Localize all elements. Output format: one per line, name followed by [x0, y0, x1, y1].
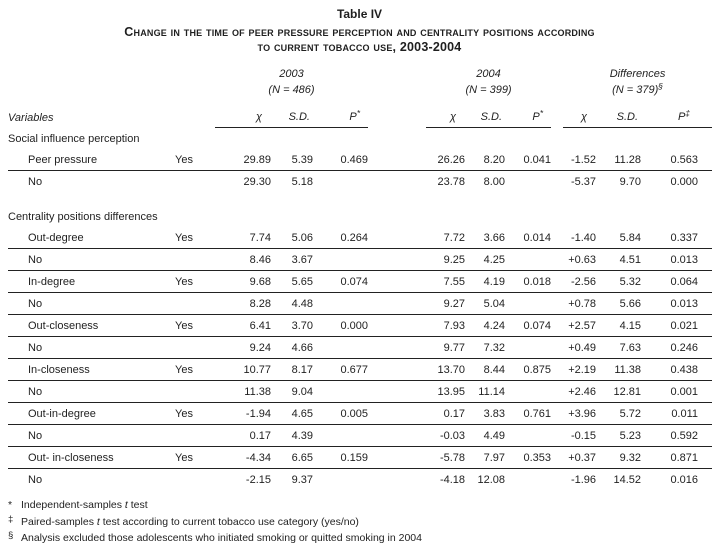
value-cell: 0.761 [505, 403, 551, 425]
value-cell: 8.46 [215, 249, 271, 271]
value-cell: -1.52 [563, 149, 596, 171]
value-cell: 5.72 [596, 403, 641, 425]
value-cell: 4.24 [465, 315, 505, 337]
table-caption-line1: Change in the time of peer pressure perception and centrality positions according [124, 25, 595, 39]
value-cell [505, 293, 551, 315]
value-cell: 3.83 [465, 403, 505, 425]
value-cell: -0.15 [563, 425, 596, 447]
gap-cell [368, 249, 426, 271]
value-cell: 11.38 [215, 381, 271, 403]
pad-cell [698, 425, 712, 447]
value-cell: 10.77 [215, 359, 271, 381]
value-cell: 0.005 [313, 403, 368, 425]
footnote-line [8, 513, 719, 530]
table-row [8, 249, 712, 271]
table-row [8, 171, 712, 193]
value-cell: 29.30 [243, 175, 271, 188]
value-cell: 26.26 [426, 149, 465, 171]
value-cell: 0.064 [641, 271, 698, 293]
gap-cell [551, 227, 563, 249]
sd-header-differences: S.D. [596, 97, 641, 128]
value-cell: 4.66 [271, 337, 313, 359]
gap-cell [368, 271, 426, 293]
footnote-text: Paired-samples [21, 515, 97, 528]
value-cell: -5.37 [570, 175, 597, 188]
group-2003-label: 2003 [279, 68, 304, 80]
value-cell: 0.337 [641, 227, 698, 249]
sd-header-2004: S.D. [465, 97, 505, 128]
tobacco-use-cell: Yes [173, 315, 215, 337]
pad-cell [698, 97, 712, 128]
variables-header: Variables [8, 111, 54, 124]
value-cell [505, 425, 551, 447]
gap-cell [368, 425, 426, 447]
p-header-2003 [313, 97, 368, 128]
value-cell: +3.96 [563, 403, 596, 425]
value-cell: 5.06 [271, 227, 313, 249]
empty-cell [8, 66, 215, 82]
tobacco-use-cell [173, 293, 215, 315]
pad-cell [698, 315, 712, 337]
pad-cell [698, 171, 712, 193]
value-cell: 9.37 [291, 473, 313, 486]
footnote-text: Analysis excluded those adolescents who initiated smoking or quitted smoking in 2004 [21, 532, 422, 544]
pad-cell [698, 381, 712, 403]
value-cell: 8.28 [215, 293, 271, 315]
value-cell: 5.84 [596, 227, 641, 249]
footnote-symbol-glyph: § [8, 530, 14, 541]
value-cell: 14.52 [613, 473, 642, 486]
value-cell: -1.94 [215, 403, 271, 425]
value-cell: 12.81 [596, 381, 641, 403]
tobacco-use-cell [173, 171, 215, 193]
value-cell [313, 425, 368, 447]
section-title-row [8, 128, 712, 150]
variable-cell: In-closeness [8, 359, 173, 381]
value-cell: 7.97 [465, 447, 505, 469]
mean-header-differences: χ [563, 97, 596, 128]
gap-cell [551, 425, 563, 447]
value-cell [505, 171, 551, 193]
section-title: Social influence perception [8, 132, 140, 145]
value-cell: 0.041 [505, 149, 551, 171]
value-cell: 11.38 [596, 359, 641, 381]
variable-cell: Out-closeness [8, 315, 173, 337]
variable-cell: No [8, 249, 173, 271]
value-cell: 9.27 [426, 293, 465, 315]
value-cell: +0.63 [563, 249, 596, 271]
gap-cell [368, 149, 426, 171]
value-cell: 0.001 [641, 381, 698, 403]
value-cell: 0.875 [505, 359, 551, 381]
value-cell: -2.15 [245, 473, 271, 486]
tobacco-use-cell [173, 469, 215, 491]
value-cell: 8.20 [465, 149, 505, 171]
value-cell: 4.48 [271, 293, 313, 315]
p-footnote-marker: ‡ [685, 108, 691, 118]
value-cell: 0.021 [641, 315, 698, 337]
value-cell: 12.08 [477, 473, 506, 486]
value-cell: 0.353 [505, 447, 551, 469]
value-cell: 0.074 [505, 315, 551, 337]
variable-cell: Out-in-degree [8, 403, 173, 425]
mean-header-2004: χ [426, 97, 465, 128]
value-cell: 0.17 [215, 425, 271, 447]
value-cell: -1.40 [563, 227, 596, 249]
value-cell: 3.70 [271, 315, 313, 337]
table-row [8, 359, 712, 381]
value-cell: 9.77 [426, 337, 465, 359]
footnote-line [8, 529, 719, 546]
footnote-symbol [8, 499, 21, 513]
tobacco-use-cell [173, 425, 215, 447]
gap-cell [551, 293, 563, 315]
gap-cell [368, 66, 426, 82]
tobacco-use-cell: Yes [173, 359, 215, 381]
pad-cell [698, 227, 712, 249]
value-cell: -1.96 [570, 473, 597, 486]
table-row [8, 149, 712, 171]
p-header-2004 [505, 97, 551, 128]
value-cell: -4.34 [215, 447, 271, 469]
footnote-text-italic: t [96, 515, 100, 528]
gap-cell [551, 381, 563, 403]
value-cell: 4.51 [596, 249, 641, 271]
gap-cell [551, 249, 563, 271]
gap-cell [368, 337, 426, 359]
value-cell: +2.57 [563, 315, 596, 337]
table-row [8, 469, 712, 491]
group-2004-n [426, 82, 551, 97]
gap-cell [551, 97, 563, 128]
variable-cell: No [8, 381, 173, 403]
footnote-text-italic: t [124, 499, 128, 511]
variable-cell: Out-degree [8, 227, 173, 249]
value-cell [313, 337, 368, 359]
group-2004-label: 2004 [476, 68, 501, 80]
value-cell: -0.03 [426, 425, 465, 447]
value-cell: 7.72 [426, 227, 465, 249]
value-cell: 5.66 [596, 293, 641, 315]
table-row [8, 381, 712, 403]
value-cell: 3.66 [465, 227, 505, 249]
value-cell [505, 469, 551, 491]
footnote-text: Independent-samples [21, 499, 125, 511]
gap-cell [368, 171, 426, 193]
mean-header-2003: χ [215, 97, 271, 128]
pad-cell [698, 469, 712, 491]
footnote-symbol-glyph: * [8, 499, 13, 511]
table-row [8, 337, 712, 359]
value-cell: 29.89 [215, 149, 271, 171]
value-cell: 3.67 [271, 249, 313, 271]
value-cell: 8.44 [465, 359, 505, 381]
p-label: P [677, 111, 686, 123]
empty-cell [8, 82, 215, 97]
value-cell: 0.016 [670, 473, 699, 486]
variable-cell: No [28, 175, 43, 188]
n-label: (N = 379) [612, 83, 659, 96]
value-cell: +0.78 [563, 293, 596, 315]
value-cell: 9.32 [596, 447, 641, 469]
value-cell: 0.018 [505, 271, 551, 293]
tobacco-use-cell: Yes [173, 227, 215, 249]
gap-cell [368, 381, 426, 403]
value-cell: +0.49 [563, 337, 596, 359]
value-cell: 7.55 [426, 271, 465, 293]
sd-header-2003: S.D. [271, 97, 313, 128]
n-label: (N = 486) [268, 83, 315, 96]
value-cell: 0.011 [641, 403, 698, 425]
value-cell: 5.23 [596, 425, 641, 447]
tobacco-use-cell [173, 381, 215, 403]
value-cell: 5.18 [291, 175, 313, 188]
gap-cell [368, 227, 426, 249]
table-caption-line2: to current tobacco use, 2003-2004 [257, 40, 462, 54]
value-cell: 7.93 [426, 315, 465, 337]
value-cell [505, 381, 551, 403]
value-cell: -4.18 [439, 473, 466, 486]
gap-cell [551, 337, 563, 359]
gap-cell [368, 359, 426, 381]
column-header-row [8, 97, 712, 128]
gap-cell [551, 82, 563, 97]
group-2003-n [215, 82, 368, 97]
value-cell: 4.49 [465, 425, 505, 447]
variable-cell: Peer pressure [8, 149, 173, 171]
spacer-row [8, 192, 712, 206]
variable-cell: No [8, 425, 173, 447]
value-cell: 9.70 [619, 175, 642, 188]
value-cell [313, 171, 368, 193]
table-row [8, 403, 712, 425]
value-cell: +2.46 [563, 381, 596, 403]
value-cell: 9.25 [426, 249, 465, 271]
variable-cell: No [28, 473, 43, 486]
value-cell: 0.469 [313, 149, 368, 171]
tobacco-use-cell: Yes [173, 149, 215, 171]
gap-cell [368, 469, 426, 491]
pad-cell [698, 149, 712, 171]
p-footnote-marker: * [539, 108, 544, 118]
value-cell: 4.19 [465, 271, 505, 293]
value-cell: 7.74 [215, 227, 271, 249]
value-cell [505, 337, 551, 359]
value-cell [313, 249, 368, 271]
value-cell: 0.074 [313, 271, 368, 293]
p-label: P [532, 111, 540, 123]
value-cell: 11.28 [596, 149, 641, 171]
pad-cell [698, 271, 712, 293]
group-n-row [8, 82, 712, 97]
value-cell: 0.000 [313, 315, 368, 337]
value-cell: 8.00 [483, 175, 506, 188]
p-footnote-marker: * [356, 108, 361, 118]
value-cell [313, 293, 368, 315]
value-cell: 0.014 [505, 227, 551, 249]
value-cell: 0.264 [313, 227, 368, 249]
value-cell: 0.17 [426, 403, 465, 425]
gap-cell [551, 149, 563, 171]
value-cell: 0.013 [641, 293, 698, 315]
tobacco-use-cell: Yes [173, 403, 215, 425]
p-header-differences [641, 97, 698, 128]
value-cell: 0.438 [641, 359, 698, 381]
table-number-title: Table IV [336, 7, 383, 21]
section-title-row [8, 206, 712, 227]
table-row [8, 227, 712, 249]
value-cell: 5.32 [596, 271, 641, 293]
variable-cell: Out- in-closeness [8, 447, 173, 469]
section-title: Centrality positions differences [8, 210, 158, 223]
value-cell: 5.04 [465, 293, 505, 315]
gap-cell [551, 315, 563, 337]
gap-cell [368, 403, 426, 425]
n-label: (N = 399) [465, 83, 512, 96]
group-differences-n [563, 82, 712, 97]
value-cell: 5.39 [271, 149, 313, 171]
value-cell: 9.04 [271, 381, 313, 403]
value-cell: +2.19 [563, 359, 596, 381]
gap-cell [551, 469, 563, 491]
table-caption [0, 25, 719, 55]
group-differences-label: Differences [609, 68, 666, 80]
footnote-text: test according to current tobacco use category (yes/no) [99, 515, 359, 528]
gap-cell [551, 171, 563, 193]
statistics-table [8, 66, 712, 490]
gap-cell [551, 66, 563, 82]
pad-cell [698, 447, 712, 469]
table-row [8, 293, 712, 315]
gap-cell [551, 403, 563, 425]
footnote-symbol-glyph: ‡ [8, 513, 14, 525]
gap-cell [551, 447, 563, 469]
value-cell: 0.871 [641, 447, 698, 469]
value-cell: -5.78 [426, 447, 465, 469]
pad-cell [698, 359, 712, 381]
value-cell: 9.24 [215, 337, 271, 359]
value-cell: 5.65 [271, 271, 313, 293]
table-row [8, 315, 712, 337]
value-cell: 4.25 [465, 249, 505, 271]
variable-cell: No [8, 337, 173, 359]
tobacco-use-cell: Yes [173, 271, 215, 293]
value-cell: 0.000 [670, 175, 699, 188]
variable-cell: In-degree [8, 271, 173, 293]
value-cell: 8.17 [271, 359, 313, 381]
gap-cell [551, 271, 563, 293]
table-body [8, 128, 712, 491]
value-cell: 23.78 [437, 175, 466, 188]
footnote-line [8, 499, 719, 513]
value-cell: 4.15 [596, 315, 641, 337]
gap-cell [368, 315, 426, 337]
gap-cell [368, 447, 426, 469]
value-cell: 9.68 [215, 271, 271, 293]
value-cell: 0.013 [641, 249, 698, 271]
p-label: P [349, 111, 357, 123]
spacer-cell [8, 192, 712, 206]
value-cell: -2.56 [563, 271, 596, 293]
value-cell: 0.592 [641, 425, 698, 447]
value-cell: 13.70 [426, 359, 465, 381]
table-row [8, 425, 712, 447]
pad-cell [698, 403, 712, 425]
tobacco-use-cell [173, 249, 215, 271]
value-cell [313, 469, 368, 491]
value-cell: 13.95 [426, 381, 465, 403]
table-row [8, 447, 712, 469]
value-cell [505, 249, 551, 271]
value-cell: 4.65 [271, 403, 313, 425]
value-cell [313, 381, 368, 403]
tobacco-use-cell: Yes [173, 447, 215, 469]
tobacco-use-cell [173, 337, 215, 359]
footnote-text: test [127, 499, 148, 511]
footnote-symbol [8, 513, 21, 530]
value-cell: 4.39 [271, 425, 313, 447]
pad-cell [698, 337, 712, 359]
gap-cell [368, 293, 426, 315]
value-cell: 0.159 [313, 447, 368, 469]
pad-cell [698, 249, 712, 271]
value-cell: 11.14 [465, 381, 505, 403]
value-cell: 7.63 [596, 337, 641, 359]
gap-cell [368, 97, 426, 128]
group-year-row [8, 66, 712, 82]
table-row [8, 271, 712, 293]
value-cell: 0.563 [641, 149, 698, 171]
gap-cell [551, 359, 563, 381]
value-cell: 0.246 [641, 337, 698, 359]
value-cell: +0.37 [563, 447, 596, 469]
value-cell: 6.41 [215, 315, 271, 337]
gap-cell [368, 82, 426, 97]
footnote-symbol [8, 529, 21, 546]
variable-cell: No [8, 293, 173, 315]
pad-cell [698, 293, 712, 315]
value-cell: 0.677 [313, 359, 368, 381]
value-cell: 7.32 [465, 337, 505, 359]
n-footnote-marker: § [658, 80, 663, 91]
footnotes [8, 499, 719, 546]
value-cell: 6.65 [271, 447, 313, 469]
